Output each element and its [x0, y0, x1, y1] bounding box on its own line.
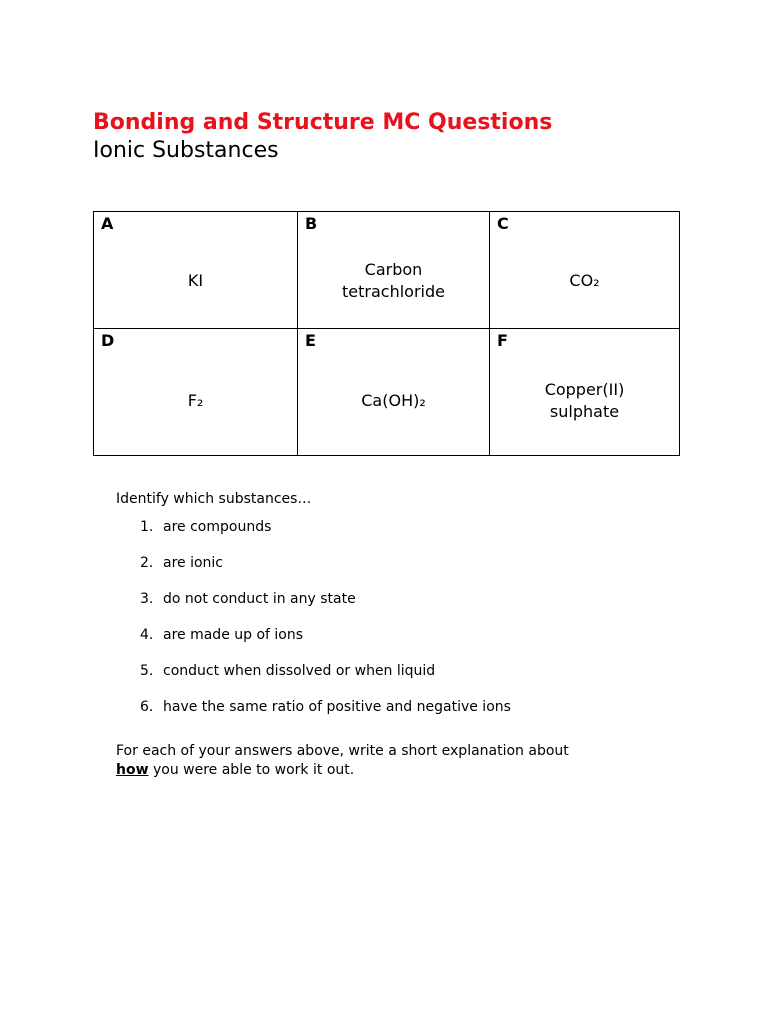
grid-cell-d: [94, 329, 298, 456]
question-text: do not conduct in any state: [163, 591, 356, 607]
closing-line: For each of your answers above, write a short explanation about: [116, 743, 569, 759]
question-number: 5.: [140, 663, 154, 679]
question-number: 2.: [140, 555, 154, 571]
cell-substance: Copper(II) sulphate: [544, 380, 625, 421]
question-text: are ionic: [163, 555, 224, 571]
question-intro: Identify which substances…: [116, 491, 312, 507]
cell-letter: D: [101, 331, 115, 350]
cell-substance: Ca(OH)₂: [361, 391, 426, 410]
cell-letter: C: [497, 214, 509, 233]
question-number: 1.: [140, 519, 154, 535]
cell-substance: CO₂: [569, 271, 600, 290]
substance-grid: [93, 211, 680, 456]
question-section: [116, 490, 676, 780]
grid-cell-f: [490, 329, 680, 456]
grid-cell-e: [298, 329, 490, 456]
question-text: have the same ratio of positive and negative ions: [163, 699, 511, 715]
cell-substance: F₂: [187, 391, 204, 410]
document-title: Bonding and Structure MC Questions: [93, 110, 553, 135]
grid-cell-b: [298, 212, 490, 329]
question-number: 3.: [140, 591, 154, 607]
question-list: [116, 518, 676, 734]
list-item: [116, 518, 676, 554]
grid-row: [94, 329, 680, 456]
cell-letter: E: [305, 331, 316, 350]
list-item: [116, 698, 676, 734]
closing-instruction: [116, 742, 676, 780]
closing-line-rest: you were able to work it out.: [148, 762, 355, 778]
cell-letter: B: [305, 214, 318, 233]
question-text: are made up of ions: [163, 627, 304, 643]
question-number: 6.: [140, 699, 154, 715]
cell-letter: A: [101, 214, 114, 233]
question-text: conduct when dissolved or when liquid: [163, 663, 436, 679]
question-number: 4.: [140, 627, 154, 643]
grid-cell-c: [490, 212, 680, 329]
grid-row: [94, 212, 680, 329]
question-text: are compounds: [163, 519, 272, 535]
list-item: [116, 554, 676, 590]
closing-emphasis: how: [116, 762, 149, 778]
cell-letter: F: [497, 331, 508, 350]
cell-substance: Carbon tetrachloride: [342, 260, 445, 301]
grid-cell-a: [94, 212, 298, 329]
list-item: [116, 590, 676, 626]
list-item: [116, 626, 676, 662]
cell-substance: KI: [187, 271, 204, 290]
document-subtitle: Ionic Substances: [93, 138, 279, 163]
list-item: [116, 662, 676, 698]
